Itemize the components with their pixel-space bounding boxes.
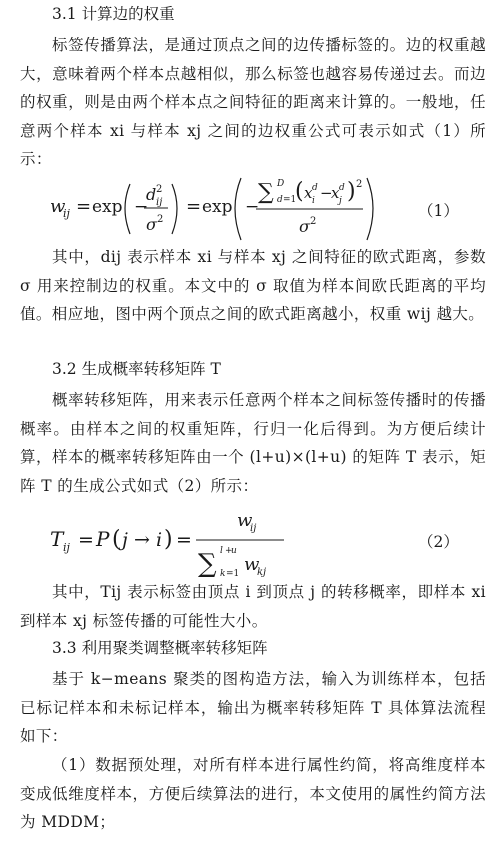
- svg-text:−: −: [245, 197, 260, 217]
- svg-text:∑: ∑: [198, 549, 217, 579]
- section-3-2-heading: 3.2 生成概率转移矩阵 T: [52, 360, 221, 378]
- svg-text:kj: kj: [257, 567, 267, 578]
- svg-text:=1: =1: [283, 195, 297, 205]
- svg-text:ij: ij: [63, 207, 70, 220]
- svg-text:∑: ∑: [258, 180, 274, 205]
- svg-text:d: d: [339, 183, 345, 193]
- section-3-1-heading: 3.1 计算边的权重: [52, 5, 175, 23]
- svg-text:=: =: [176, 529, 192, 551]
- svg-text:P: P: [96, 527, 110, 551]
- svg-text:→: →: [134, 529, 150, 551]
- svg-text:l: l: [220, 546, 223, 556]
- svg-text:σ: σ: [299, 217, 310, 236]
- section-3-3-paragraph-1: 基于 k−means 聚类的图构造方法，输入为训练样本，包括已标记样本和未标记样本，输出为概率转移矩阵 T 具体算法流程如下：: [20, 670, 486, 746]
- svg-text:(: (: [295, 179, 304, 204]
- section-3-3-paragraph-2: （1）数据预处理，对所有样本进行属性约简，将高维度样本变成低维度样本，方便后续算法的进行，本文使用的属性约简方法为 MDDM；: [20, 756, 486, 832]
- svg-text:ij: ij: [156, 197, 163, 208]
- svg-text:−: −: [134, 197, 149, 217]
- svg-text:T: T: [50, 527, 64, 551]
- svg-text:j: j: [122, 529, 128, 551]
- svg-text:k: k: [220, 569, 226, 579]
- svg-text:−: −: [320, 184, 333, 202]
- svg-text:2: 2: [157, 214, 164, 225]
- svg-text:d: d: [146, 185, 157, 204]
- svg-text:2: 2: [156, 184, 163, 195]
- svg-text:+: +: [225, 546, 233, 556]
- equation-1: [0, 172, 500, 244]
- svg-text:=: =: [78, 529, 94, 551]
- svg-text:ij: ij: [250, 523, 257, 534]
- svg-text:d: d: [277, 195, 283, 205]
- svg-text:2: 2: [356, 179, 363, 190]
- svg-text:2: 2: [310, 216, 317, 227]
- svg-text:w: w: [237, 510, 253, 531]
- svg-text:w: w: [50, 196, 66, 217]
- svg-text:=: =: [76, 196, 92, 217]
- svg-text:x: x: [304, 184, 313, 202]
- svg-text:): ): [347, 179, 356, 204]
- svg-text:exp: exp: [92, 197, 123, 217]
- section-3-1-paragraph-1: 标签传播算法，是通过顶点之间的边传播标签的。边的权重越大，意味着两个样本点越相似，那么标签也越容易传递过去。而边的权重，则是由两个样本点之间特征的距离来计算的。一般地，任意两个样本 xi 与样本 xj 之间的边权重公式可表示如式（1）所示：: [20, 36, 486, 169]
- svg-text:): ): [164, 527, 173, 552]
- svg-text:D: D: [277, 179, 285, 189]
- svg-text:i: i: [312, 196, 315, 206]
- equation-1-number: （1）: [418, 202, 459, 220]
- svg-text:d: d: [312, 183, 318, 193]
- svg-text:w: w: [244, 554, 260, 575]
- svg-text:i: i: [156, 529, 163, 551]
- svg-text:j: j: [339, 196, 342, 206]
- svg-text:u: u: [231, 546, 237, 556]
- svg-text:=: =: [186, 196, 202, 217]
- section-3-2-paragraph-1: 概率转移矩阵，用来表示任意两个样本之间标签传播时的传播概率。由样本之间的权重矩阵，行归一化后得到。为方便后续计算，样本的概率转移矩阵由一个 (l+u)×(l+u) 的矩阵 T 表示，矩阵 T 的生成公式如式（2）所示：: [20, 391, 486, 495]
- svg-text:=1: =1: [226, 569, 240, 579]
- section-3-3-heading: 3.3 利用聚类调整概率转移矩阵: [52, 639, 268, 657]
- svg-text:x: x: [331, 184, 340, 202]
- equation-2-number: （2）: [418, 533, 459, 551]
- svg-text:σ: σ: [146, 215, 157, 234]
- equation-2: [0, 504, 500, 580]
- section-3-1-paragraph-2: 其中，dij 表示样本 xi 与样本 xj 之间特征的欧式距离，参数 σ 用来控制边的权重。本文中的 σ 取值为样本间欧氏距离的平均值。相应地，图中两个顶点之间的欧式距离越小，权重 wij 越大。: [20, 248, 486, 324]
- section-3-2-paragraph-2: 其中，Tij 表示标签由顶点 i 到顶点 j 的转移概率，即样本 xi 到样本 xj 标签传播的可能性大小。: [20, 583, 486, 630]
- svg-text:exp: exp: [202, 197, 233, 217]
- svg-text:(: (: [112, 527, 121, 552]
- svg-text:ij: ij: [63, 541, 70, 554]
